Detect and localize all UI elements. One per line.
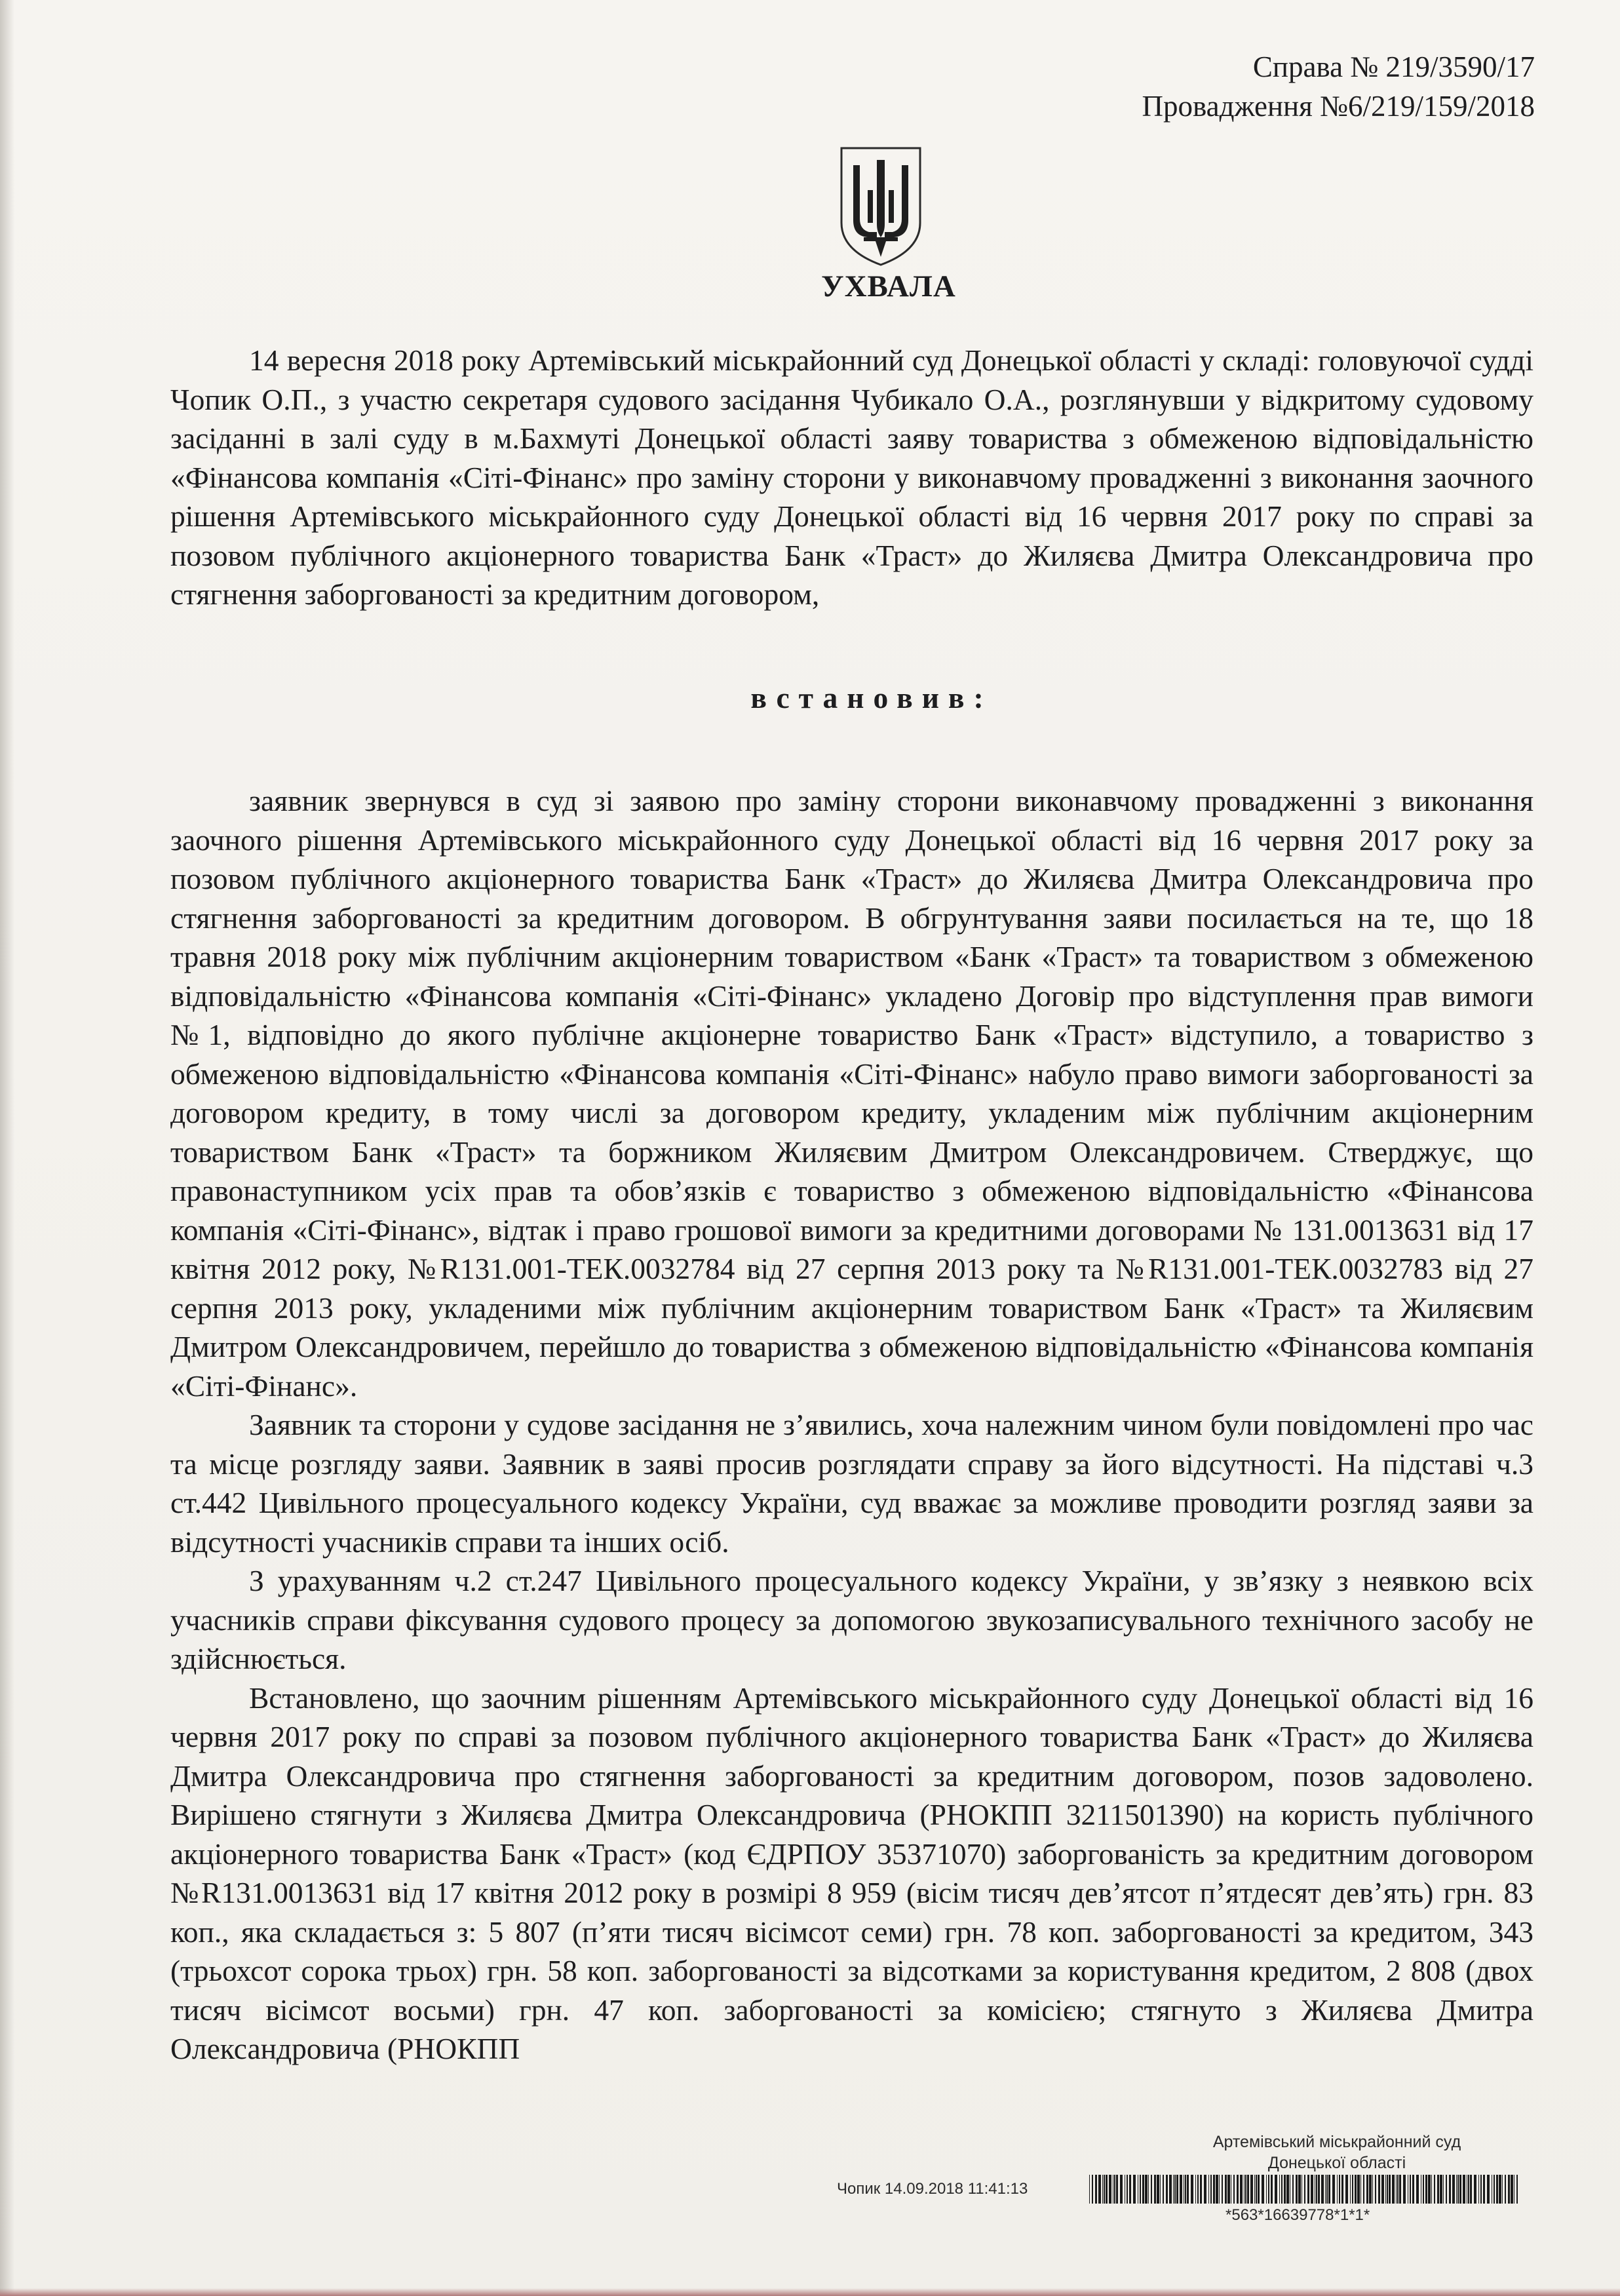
barcode-bar [1216, 2175, 1218, 2204]
barcode-bar [1307, 2175, 1309, 2204]
body-paragraph: заявник звернувся в суд зі заявою про заміну сторони виконавчому провадженні з виконання заочного рішення Артемівського міськрайонного суду Донецької області від 16 червня 2017 року за позовом публічного акціонерного товариства Банк «Траст» до Жиляєва Дмитра Олександровича про стягнення заборгованості за кредитним договором. В обгрунтування заяви посилається на те, що 18 травня 2018 року між публічним акціонерним товариством «Банк «Траст» та товариством з обмеженою відповідальністю «Фінансова компанія «Сіті-Фінанс» укладено Договір про відступлення прав вимоги №1, відповідно до якого публічне акціонерне товариство Банк «Траст» відступило, а товариство з обмеженою відповідальністю «Фінансова компанія «Сіті-Фінанс» набуло право вимоги заборгованості за договором кредиту, в тому числі за договором кредиту, укладеним між публічним акціонерним товариством Банк «Траст» та боржником Жиляєвим Дмитром Олександровичем. Стверджує, що правонаступником усіх прав та обов’язків є товариство з обмеженою відповідальністю «Фінансова компанія «Сіті-Фінанс», відтак і право грошової вимоги за кредитними договорами № 131.0013631 від 17 квітня 2012 року, №R131.001-ТЕК.0032784 від 27 серпня 2013 року та №R131.001-ТЕК.0032783 від 27 серпня 2013 року, укладеними між публічним акціонерним товариством Банк «Траст» та Жиляєвим Дмитром Олександровичем, перейшло до товариства з обмеженою відповідальністю «Фінансова компанія «Сіті-Фінанс». [170, 784, 1533, 1403]
barcode-bar [1219, 2175, 1220, 2204]
barcode-bar [1169, 2175, 1172, 2204]
case-number: Справа № 219/3590/17 [1252, 50, 1535, 83]
barcode-bar [1392, 2175, 1395, 2204]
barcode-bar [1423, 2175, 1424, 2204]
barcode-bar [1332, 2175, 1335, 2204]
signature-stamp: Чопик 14.09.2018 11:41:13 [837, 2180, 1028, 2198]
barcode-bar [1499, 2175, 1501, 2204]
barcode-bar [1431, 2175, 1432, 2204]
barcode-bar [1511, 2175, 1513, 2204]
barcode-bar [1337, 2175, 1338, 2204]
barcode-bar [1258, 2175, 1260, 2204]
proceeding-number: Провадження №6/219/159/2018 [1142, 90, 1535, 123]
barcode-bar [1446, 2175, 1447, 2204]
barcode-bar [1360, 2175, 1361, 2204]
barcode-bar [1106, 2175, 1108, 2204]
document-title: УХВАЛА [821, 269, 956, 303]
barcode-bar [1318, 2175, 1320, 2204]
barcode-bar [1483, 2175, 1485, 2204]
barcode-bar [1345, 2175, 1348, 2204]
barcode-bar [1173, 2175, 1174, 2204]
barcode-bar [1166, 2175, 1168, 2204]
barcode-bar [1366, 2175, 1368, 2204]
barcode-bar [1250, 2175, 1253, 2204]
barcode-bar [1222, 2175, 1223, 2204]
intro-paragraph: 14 вересня 2018 року Артемівський міськрайонний суд Донецької області у складі: головуючої судді Чопик О.П., з участю секретаря судового засідання Чубикало О.А., розглянувши у відкритому судовому засіданні в залі суду в м.Бахмуті Донецької області заяву товариства з обмеженою відповідальністю «Фінансова компанія «Сіті-Фінанс» про заміну сторони у виконавчому провадженні з виконання заочного рішення Артемівського міськрайонного суду Донецької області від 16 червня 2017 року по справі за позовом публічного акціонерного товариства Банк «Траст» до Жиляєва Дмитра Олександровича про стягнення заборгованості за кредитним договором, [170, 343, 1533, 611]
barcode-bar [1355, 2175, 1357, 2204]
barcode-bar [1129, 2175, 1131, 2204]
barcode-bar [1286, 2175, 1289, 2204]
barcode-bar [1375, 2175, 1376, 2204]
barcode-bar [1237, 2175, 1239, 2204]
barcode-bar [1298, 2175, 1301, 2204]
barcode-bar [1163, 2175, 1164, 2204]
scan-edge [0, 2288, 1620, 2296]
barcode-bar [1425, 2175, 1427, 2204]
barcode-bar [1148, 2175, 1149, 2204]
barcode-bar [1459, 2175, 1461, 2204]
barcode-bar [1157, 2175, 1159, 2204]
barcode-bar [1321, 2175, 1324, 2204]
barcode-bar [1268, 2175, 1269, 2204]
barcode-bar [1480, 2175, 1482, 2204]
barcode-bar [1210, 2175, 1212, 2204]
barcode-bar [1412, 2175, 1414, 2204]
barcode-bar [1120, 2175, 1123, 2204]
court-region: Донецької області [1267, 2154, 1406, 2172]
barcode-bar [1440, 2175, 1442, 2204]
barcode-bar [1410, 2175, 1411, 2204]
barcode-bar [1195, 2175, 1196, 2204]
barcode-bar [1428, 2175, 1431, 2204]
barcode-bar [1292, 2175, 1294, 2204]
barcode-bar [1328, 2175, 1330, 2204]
barcode-bar [1311, 2175, 1313, 2204]
barcode-bar [1505, 2175, 1506, 2204]
barcode-bar [1385, 2175, 1386, 2204]
barcode-bar [1204, 2175, 1206, 2204]
barcode-bar [1281, 2175, 1282, 2204]
barcode-bar [1271, 2175, 1273, 2204]
barcode-bar [1496, 2175, 1498, 2204]
barcode-bar [1213, 2175, 1215, 2204]
barcode-bar [1262, 2175, 1264, 2204]
barcode-bar [1142, 2175, 1144, 2204]
barcode-bar [1516, 2175, 1518, 2204]
barcode-bar [1256, 2175, 1257, 2204]
barcode-bar [1397, 2175, 1398, 2204]
barcode-bar [1089, 2175, 1090, 2204]
barcode-bar [1098, 2175, 1101, 2204]
barcode-bar [1174, 2175, 1176, 2204]
barcode-bar [1363, 2175, 1364, 2204]
barcode-bar [1240, 2175, 1243, 2204]
barcode-bar [1449, 2175, 1451, 2204]
case-info [1142, 47, 1535, 126]
barcode-bar [1341, 2175, 1343, 2204]
barcode-bar [1470, 2175, 1472, 2204]
body-paragraph: Встановлено, що заочним рішенням Артемівського міськрайонного суду Донецької області від 16 червня 2017 року по справі за позовом публічного акціонерного товариства Банк «Траст» до Жиляєва Дмитра Олександровича про стягнення заборгованості за кредитним договором, позов задоволено. Вирішено стягнути з Жиляєва Дмитра Олександровича (РНОКПП 3211501390) на користь публічного акціонерного товариства Банк «Траст» (код ЄДРПОУ 35371070) заборгованість за кредитним договором №R131.0013631 від 17 квітня 2012 року в розмірі 8 959 (вісім тисяч дев’ятсот п’ятдесят дев’ять) грн. 83 коп., яка складається з: 5 807 (п’яти тисяч вісімсот семи) грн. 78 коп. заборгованості за кредитом, 343 (трьохсот сорока трьох) грн. 58 коп. заборгованості за відсотками за користування кредитом, 2 808 (двох тисяч вісімсот восьми) грн. 47 коп. заборгованості за комісією; стягнуто з Жиляєва Дмитра Олександровича (РНОКПП [170, 1681, 1533, 2065]
barcode-bar [1187, 2175, 1189, 2204]
barcode-bar [1396, 2175, 1397, 2204]
section-heading: встановив: [750, 680, 993, 714]
barcode-bar [1325, 2175, 1326, 2204]
barcode-bar [1140, 2175, 1141, 2204]
court-stamp [1173, 2131, 1501, 2173]
barcode-bar [1463, 2175, 1465, 2204]
barcode-bar [1197, 2175, 1199, 2204]
barcode-bar [1457, 2175, 1459, 2204]
barcode-bar [1350, 2175, 1351, 2204]
barcode-bar [1109, 2175, 1111, 2204]
barcode-bar [1095, 2175, 1097, 2204]
barcode-bar [1352, 2175, 1353, 2204]
barcode-bar [1378, 2175, 1380, 2204]
barcode-bar [1443, 2175, 1444, 2204]
barcode-bar [1316, 2175, 1317, 2204]
barcode-bar [1185, 2175, 1186, 2204]
barcode-bar [1372, 2175, 1373, 2204]
barcode-bar [1145, 2175, 1148, 2204]
barcode-bar [1200, 2175, 1202, 2204]
barcode-bar [1508, 2175, 1510, 2204]
barcode-bar [1160, 2175, 1161, 2204]
barcode-bar [1416, 2175, 1419, 2204]
barcode-bar [1357, 2175, 1360, 2204]
barcode-bar [1247, 2175, 1249, 2204]
barcode-bar [1102, 2175, 1103, 2204]
barcode-bar [1227, 2175, 1230, 2204]
barcode-number: *563*16639778*1*1* [1225, 2206, 1370, 2224]
barcode-bar [1339, 2175, 1340, 2204]
barcode-bar [1381, 2175, 1384, 2204]
barcode-bar [1387, 2175, 1388, 2204]
barcode-bar [1208, 2175, 1209, 2204]
barcode-bar [1403, 2175, 1406, 2204]
barcode-bar [1104, 2175, 1105, 2204]
document-body [170, 341, 1533, 2069]
body-paragraph: Заявник та сторони у судове засідання не з’явились, хоча належним чином були повідомлені про час та місце розгляду заяви. Заявник в заяві просив розглядати справу за його відсутності. На підставі ч.3 ст.442 Цивільного процесуального кодексу України, суд вважає за можливе проводити розгляд заяви за відсутності учасників справи та інших осіб. [170, 1408, 1533, 1559]
trident-emblem-icon [838, 146, 924, 267]
barcode [1088, 2175, 1520, 2204]
barcode-bar [1114, 2175, 1115, 2204]
barcode-bar [1133, 2175, 1136, 2204]
barcode-bar [1092, 2175, 1093, 2204]
barcode-bar [1284, 2175, 1286, 2204]
barcode-bar [1233, 2175, 1235, 2204]
barcode-bar [1266, 2175, 1267, 2204]
barcode-bar [1437, 2175, 1439, 2204]
barcode-bar [1494, 2175, 1495, 2204]
barcode-bar [1180, 2175, 1182, 2204]
barcode-bar [1245, 2175, 1246, 2204]
barcode-bar [1225, 2175, 1227, 2204]
barcode-bar [1326, 2175, 1328, 2204]
barcode-bar [1279, 2175, 1280, 2204]
barcode-bar [1154, 2175, 1156, 2204]
barcode-bar [1456, 2175, 1457, 2204]
barcode-bar [1468, 2175, 1469, 2204]
barcode-bar [1127, 2175, 1128, 2204]
barcode-bar [1434, 2175, 1435, 2204]
barcode-bar [1474, 2175, 1476, 2204]
barcode-bar [1304, 2175, 1305, 2204]
barcode-bar [1296, 2175, 1298, 2204]
court-name: Артемівський міськрайонний суд [1212, 2133, 1461, 2151]
barcode-bar [1116, 2175, 1118, 2204]
barcode-bar [1478, 2175, 1479, 2204]
barcode-bar [1275, 2175, 1277, 2204]
barcode-bar [1176, 2175, 1178, 2204]
barcode-bar [1487, 2175, 1490, 2204]
barcode-bar [1254, 2175, 1255, 2204]
body-paragraph: З урахуванням ч.2 ст.247 Цивільного процесуального кодексу України, у зв’язку з неявкою всіх учасників справи фіксування судового процесу за допомогою звукозаписувального технічного засобу не здійснюється. [170, 1564, 1533, 1675]
barcode-bar [1452, 2175, 1455, 2204]
barcode-bar [1399, 2175, 1401, 2204]
barcode-bar [1191, 2175, 1193, 2204]
barcode-bar [1389, 2175, 1391, 2204]
barcode-bar [1369, 2175, 1372, 2204]
barcode-bar [1151, 2175, 1152, 2204]
barcode-bar [1502, 2175, 1503, 2204]
scan-shadow [0, 0, 14, 2296]
